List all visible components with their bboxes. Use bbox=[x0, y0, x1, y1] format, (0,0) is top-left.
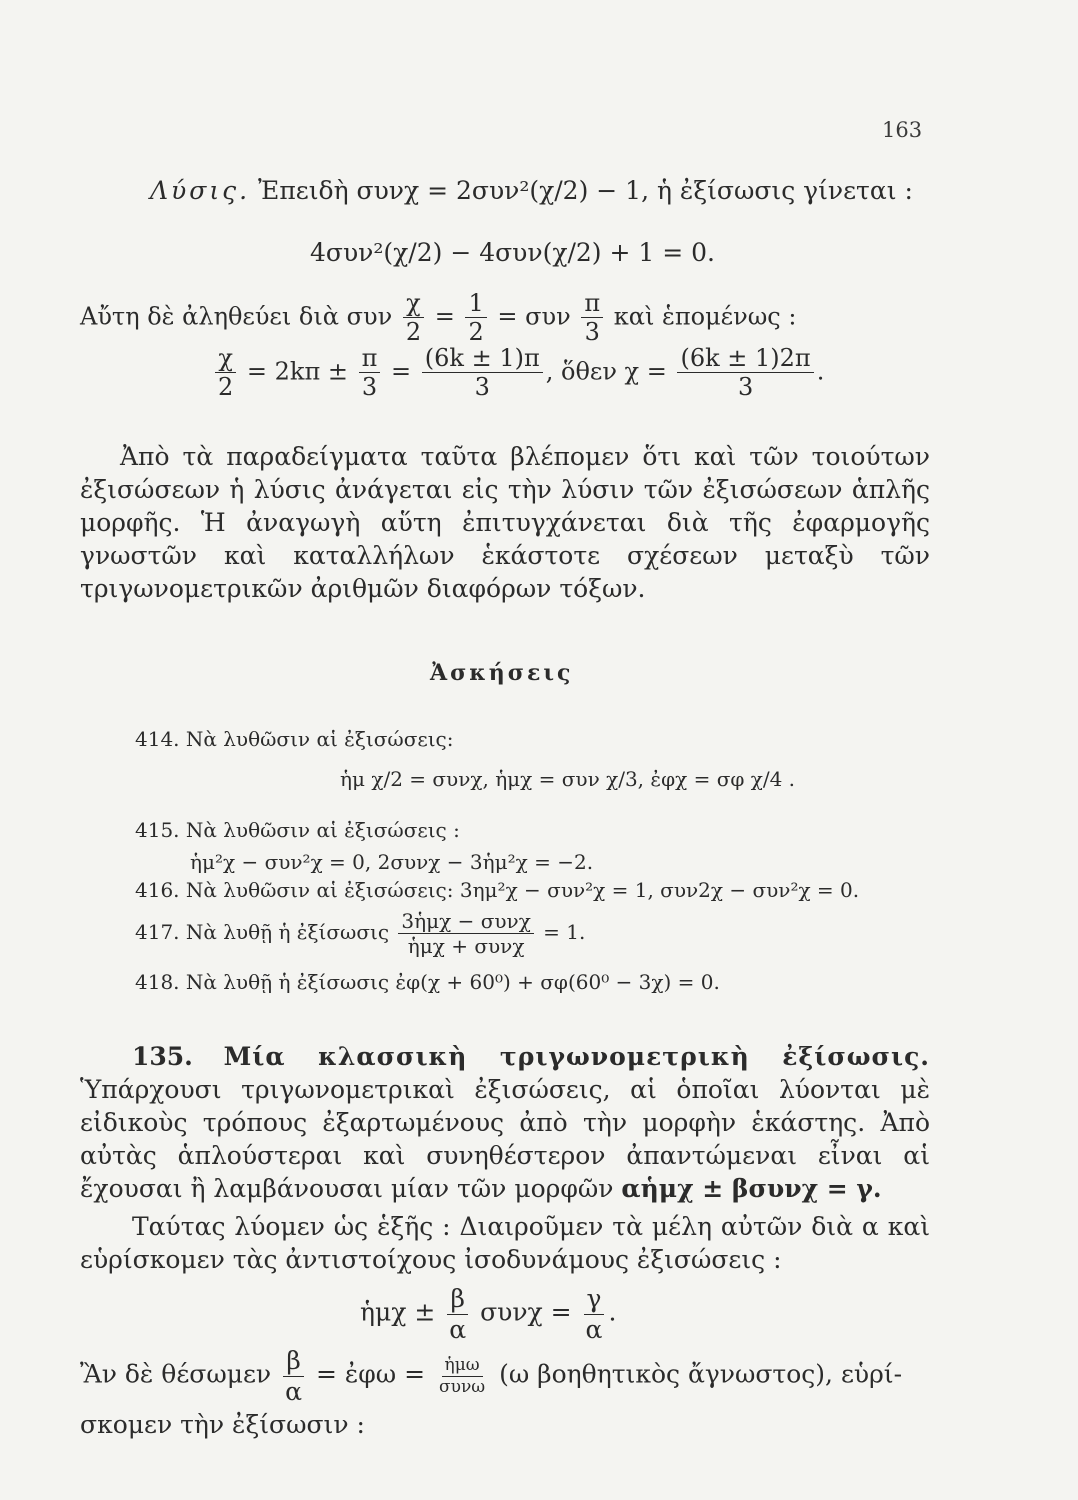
fraction-pi-3: $\frac{\pi}{3}$ bbox=[581, 290, 603, 346]
line-5: σκομεν τὴν ἐξίσωσιν : bbox=[80, 1410, 365, 1439]
solution-label: Λύσις. bbox=[150, 176, 251, 205]
exercise-414-equations: ἡμ χ/2 = συνχ, ἡμχ = συν χ/3, ἐφχ = σφ χ/4 . bbox=[340, 767, 796, 791]
equation-3: ἡμχ ± $\frac{\beta}{\alpha}$ συνχ = $\frac{\gamma}{\alpha}$ . bbox=[360, 1284, 617, 1344]
exercises-heading: Ἀσκήσεις bbox=[430, 660, 574, 686]
eq3-part-a: ἡμχ ± bbox=[360, 1297, 436, 1327]
exercise-414: 414. Νὰ λυθῶσιν αἱ ἐξισώσεις: bbox=[135, 727, 454, 751]
exercise-415-equations: ἡμ²χ − συν²χ = 0, 2συνχ − 3ἡμ²χ = −2. bbox=[190, 850, 594, 874]
paragraph-1: Ἀπὸ τὰ παραδείγματα ταῦτα βλέπομεν ὅτι καὶ τῶν τοιούτων ἐξισώσεων ἡ λύσις ἀνάγεται εἰς τὴν λύσιν τῶν ἐξισώσεων ἁπλῆς μορφῆς. Ἡ ἀναγωγὴ αὕτη ἐπιτυγχάνεται διὰ τῆς ἐφαρμογῆς γνωστῶν καὶ καταλλήλων ἑκάστοτε σχέσεων μεταξὺ τῶν τριγωνομετρικῶν ἀριθμῶν διαφόρων τόξων. bbox=[80, 442, 930, 603]
solution-line-2: Αὔτη δὲ ἀληθεύει διὰ συν $\frac{\chi}{2}$ = $\frac{1}{2}$ = συν $\frac{\pi}{3}$ καὶ ἑπομένως : bbox=[80, 289, 797, 347]
exercise-418: 418. Νὰ λυθῇ ἡ ἐξίσωσις ἐφ(χ + 60⁰) + σφ(60⁰ − 3χ) = 0. bbox=[135, 970, 720, 994]
eq3-part-b: συνχ = bbox=[480, 1297, 572, 1327]
section-number: 135. bbox=[132, 1042, 193, 1071]
line-4-part-b: = ἐφω = bbox=[315, 1359, 426, 1389]
exercise-417 bbox=[135, 910, 585, 957]
exercise-416: 416. Νὰ λυθῶσιν αἱ ἐξισώσεις: 3ημ²χ − συν²χ = 1, συν2χ − συν²χ = 0. bbox=[135, 878, 860, 902]
solution-text-2a: Αὔτη δὲ ἀληθεύει διὰ συν bbox=[80, 302, 393, 331]
fraction-g-a: $\frac{\gamma}{\alpha}$ bbox=[583, 1285, 606, 1343]
eq2-part-b: ὅθεν χ = bbox=[561, 357, 667, 386]
fraction-x-2b: $\frac{\chi}{2}$ bbox=[215, 345, 236, 401]
fraction-1-2: $\frac{1}{2}$ bbox=[465, 290, 486, 346]
fraction-6k2: $\frac{(6k \pm 1)2\pi}{3}$ bbox=[677, 345, 813, 401]
section-135 bbox=[80, 1040, 930, 1205]
section-form: αἡμχ ± βσυνχ = γ. bbox=[621, 1174, 882, 1203]
fraction-b-a-2: $\frac{\beta}{\alpha}$ bbox=[285, 1346, 302, 1406]
exercise-417-text: 417. Νὰ λυθῇ ἡ ἐξίσωσις bbox=[135, 920, 390, 944]
solution-text-1: Ἐπειδὴ συνχ = 2συν²(χ/2) − 1, ἡ ἐξίσωσις γίνεται : bbox=[258, 176, 913, 205]
exercise-415: 415. Νὰ λυθῶσιν αἱ ἐξισώσεις : bbox=[135, 818, 460, 842]
exercise-417-end: = 1. bbox=[543, 920, 586, 944]
fraction-6k: $\frac{(6k \pm 1)\pi}{3}$ bbox=[422, 345, 543, 401]
exercise-417-fraction: $\frac{\text{3ἡμχ − συνχ}}{\text{ἡμχ + συνχ}}$ bbox=[398, 910, 533, 957]
equation-1: 4συν²(χ/2) − 4συν(χ/2) + 1 = 0. bbox=[310, 238, 716, 267]
solution-text-2b: καὶ ἑπομένως : bbox=[613, 302, 797, 331]
fraction-hmo-syno: $\frac{\text{ἡμω}}{\text{συνω}}$ bbox=[439, 1354, 486, 1397]
equation-2: $\frac{\chi}{2}$ = 2kπ ± $\frac{\pi}{3}$ = $\frac{(6k \pm 1)\pi}{3}$ , ὅθεν χ = $\frac{(6k \pm 1)2\pi}{3}$ . bbox=[212, 345, 824, 401]
line-4-part-a: Ἂν δὲ θέσωμεν bbox=[80, 1359, 272, 1389]
line-4-part-c: (ω βοηθητικὸς ἄγνωστος), εὑρί- bbox=[499, 1359, 903, 1389]
eq2-part-a: = 2kπ ± bbox=[246, 357, 348, 386]
fraction-b-a: $\frac{\beta}{\alpha}$ bbox=[449, 1284, 467, 1344]
section-title: Μία κλασσικὴ τριγωνομετρικὴ ἐξίσωσις. bbox=[223, 1042, 931, 1071]
fraction-x-2: $\frac{\chi}{2}$ bbox=[403, 290, 424, 346]
section-text-2: Ταύτας λύομεν ὡς ἑξῆς : Διαιροῦμεν τὰ μέλη αὐτῶν διὰ α καὶ εὑρίσκομεν τὰς ἀντιστοίχους ἰσοδυνάμους ἐξισώσεις : bbox=[80, 1212, 930, 1274]
line-4 bbox=[80, 1347, 902, 1405]
section-text-1: Ὑπάρχουσι τριγωνομετρικαὶ ἐξισώσεις, αἱ ὁποῖαι λύονται μὲ εἰδικοὺς τρόπους ἐξαρτωμένους ἀπὸ τὴν μορφὴν ἑκάστης. Ἀπὸ αὐτὰς ἁπλούστεραι καὶ συνηθέστερον ἀπαντώμεναι εἶναι αἱ ἔχουσαι ἢ λαμβάνουσαι μίαν τῶν μορφῶν bbox=[80, 1075, 930, 1203]
fraction-pi-3b: $\frac{\pi}{3}$ bbox=[359, 345, 381, 401]
solution-line-1 bbox=[150, 178, 913, 203]
page-number: 163 bbox=[882, 118, 923, 142]
